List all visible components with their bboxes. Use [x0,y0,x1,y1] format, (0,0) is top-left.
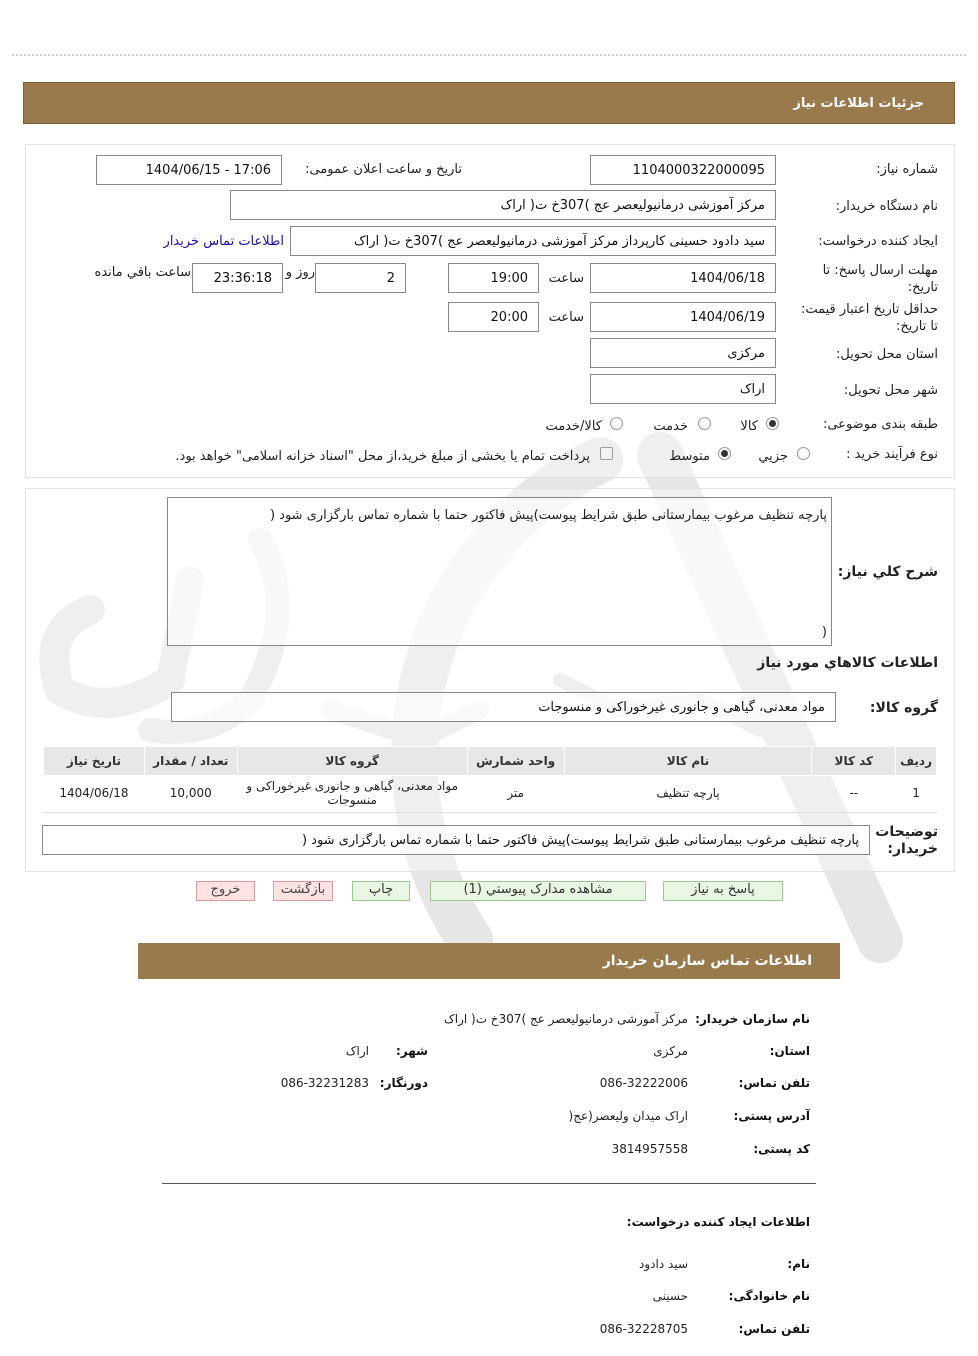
cell-name: پارچه تنظیف [656,786,720,800]
validity-time-field: 20:00 [448,302,539,332]
process-medium-label: متوسط [669,449,710,464]
goods-table-header [44,747,937,776]
postal-value: 3814957558 [611,1142,688,1156]
goods-group-field: مواد معدنی، گیاهی و جانوری غیرخوراکی و منسوجات [171,692,836,722]
reply-button[interactable]: پاسخ به نیاز [663,881,783,901]
category-both-label: کالا/خدمت [545,419,602,434]
contact-province-value: مرکزی [653,1044,688,1058]
attachments-button[interactable]: مشاهده مدارک پیوستي (1) [430,881,646,901]
category-radio-both[interactable] [610,417,623,430]
creator-title: اطلاعات ایجاد کننده درخواست: [626,1215,810,1229]
category-label: طبقه بندی موضوعی: [822,417,938,432]
deadline-time-word: ساعت [548,271,584,286]
address-value: اراک میدان ولیعصر(عج( [568,1109,688,1123]
process-radio-minor[interactable] [797,447,810,460]
phone-value: 086-32222006 [599,1076,688,1090]
org-value: مرکز آموزشی درمانیولیعصر عج )307خ ت( اراک [444,1012,688,1026]
creator-phone-value: 086-32228705 [599,1322,688,1336]
buyer-notes-field: پارچه تنظیف مرغوب بیمارستانی طبق شرایط پیوست)پیش فاکتور حتما با شماره تماس بارگزاری شود ( [42,825,870,855]
process-radio-medium[interactable] [718,447,731,460]
cell-qty: 10,000 [169,786,212,800]
contact-city-label: شهر: [396,1044,428,1058]
buyer-notes-label-2: خریدار: [887,841,938,857]
validity-label-2: تا تاریخ: [896,319,938,334]
postal-label: کد پستی: [753,1142,810,1156]
back-button[interactable]: بازگشت [273,881,333,901]
category-radio-service[interactable] [698,417,711,430]
col-row: رديف [896,747,937,776]
description-label: شرح کلي نياز: [837,564,938,580]
buyer-contact-link[interactable]: اطلاعات تماس خریدار [163,234,284,249]
category-service-label: خدمت [653,419,688,434]
creator-phone-label: تلفن تماس: [738,1322,810,1336]
goods-table [43,746,937,810]
city-label: شهر محل تحویل: [843,383,938,398]
details-header [23,82,955,124]
days-field: 2 [315,263,406,293]
buyer-notes-label-1: توضیحات [875,824,938,840]
validity-date-field: 1404/06/19 [590,302,776,332]
contact-divider [162,1183,816,1184]
col-group: گروه کالا [237,747,467,776]
phone-label: تلفن تماس: [738,1076,810,1090]
buyer-org-label: نام دستگاه خریدار: [835,199,938,214]
contact-province-label: استان: [769,1044,810,1058]
announce-field: 1404/06/15 - 17:06 [96,155,282,185]
contact-header [138,943,840,979]
creator-name-label: نام: [787,1257,810,1271]
fax-label: دورنگار: [379,1076,428,1090]
deadline-time-field: 19:00 [448,263,539,293]
creator-family-value: حسینی [652,1289,688,1303]
top-dotted-divider [12,54,966,56]
deadline-label-2: تاریخ: [907,280,938,295]
city-field: اراک [590,374,776,404]
need-number-label: شماره نیاز: [876,162,938,177]
col-code: کد کالا [812,747,896,776]
description-line-2: ( [821,625,827,640]
creator-name-value: سید دادود [639,1257,688,1271]
category-goods-label: کالا [740,419,758,434]
col-date: تاريخ نياز [44,747,145,776]
remaining-time-field: 23:36:18 [192,263,283,293]
province-field: مرکزی [590,338,776,368]
address-label: آدرس پستی: [733,1109,810,1123]
exit-button[interactable]: خروج [196,881,255,901]
description-line-1: پارچه تنظیف مرغوب بیمارستانی طبق شرایط پیوست)پیش فاکتور حتما با شماره تماس بارگزاری شود ( [269,508,827,523]
deadline-date-field: 1404/06/18 [590,263,776,293]
contact-city-value: اراک [345,1044,369,1058]
table-bottom-border [43,812,937,813]
col-unit: واحد شمارش [467,747,564,776]
validity-time-word: ساعت [548,310,584,325]
announce-label: تاریخ و ساعت اعلان عمومی: [305,162,462,177]
buyer-org-field: مرکز آموزشی درمانیولیعصر عج )307خ ت( اراک [230,190,776,220]
deadline-label-1: مهلت ارسال پاسخ: تا [822,263,938,278]
goods-section-title: اطلاعات کالاهاي مورد نياز [757,655,938,671]
category-radio-goods[interactable] [766,417,779,430]
col-qty: تعداد / مقدار [144,747,237,776]
treasury-checkbox[interactable] [600,447,613,460]
treasury-note: پرداخت تمام یا بخشی از مبلغ خرید،از محل "اسناد خزانه اسلامی" خواهد بود. [175,449,590,464]
fax-value: 086-32231283 [280,1076,369,1090]
remaining-word: ساعت باقي مانده [94,265,191,280]
cell-date: 1404/06/18 [59,786,129,800]
goods-group-label: گروه کالا: [869,700,938,716]
cell-unit: متر [507,786,524,800]
requester-label: ایجاد کننده درخواست: [818,234,938,249]
cell-code: -- [849,786,859,800]
details-title: جزئیات اطلاعات نیاز [793,96,924,111]
cell-group: مواد معدنی، گیاهی و جانوری غیرخوراکی و منسوجات [246,779,459,807]
province-label: استان محل تحویل: [836,347,938,362]
print-button[interactable]: چاپ [352,881,410,901]
process-label: نوع فرآیند خرید : [846,447,938,462]
cell-row: 1 [912,786,920,800]
creator-family-label: نام خانوادگی: [728,1289,810,1303]
requester-field: سید دادود حسینی کارپرداز مرکز آموزشی درمانیولیعصر عج )307خ ت( اراک [290,226,776,256]
table-row [44,776,937,811]
days-word: روز و [285,265,315,280]
org-label: نام سازمان خریدار: [695,1012,810,1026]
process-minor-label: جزيي [758,449,788,464]
description-textarea [167,497,832,646]
col-name: نام کالا [564,747,812,776]
validity-label-1: حداقل تاریخ اعتبار قیمت: [800,302,938,317]
contact-title: اطلاعات تماس سازمان خریدار [602,953,812,969]
need-number-field: 1104000322000095 [590,155,776,185]
